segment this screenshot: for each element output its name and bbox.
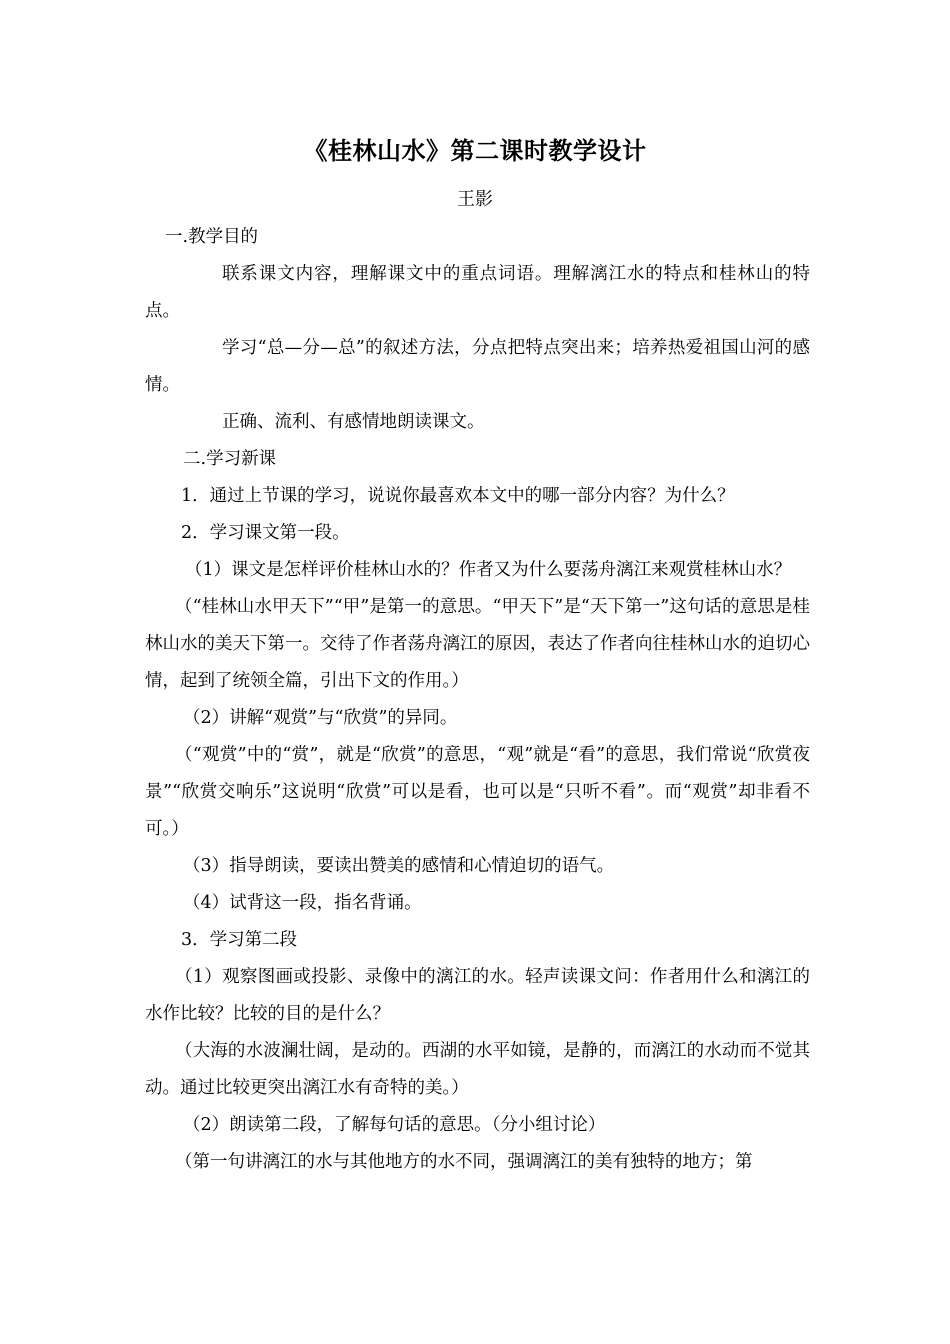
answer-paragraph: （“观赏”中的“赏”，就是“欣赏”的意思，“观”就是“看”的意思，我们常说“欣赏夜景”“欣赏交响乐”这说明“欣赏”可以是看，也可以是“只听不看”。而“观赏”却非看不可。）	[145, 745, 810, 839]
question-paragraph: （3）指导朗读，要读出赞美的感情和心情迫切的语气。	[183, 856, 615, 876]
objective-paragraph: 联系课文内容，理解课文中的重点词语。理解漓江水的特点和桂林山的特点。	[145, 264, 810, 321]
section-heading-objectives: 一.教学目的	[165, 227, 259, 247]
document-author: 王影	[457, 189, 493, 210]
objective-paragraph: 正确、流利、有感情地朗读课文。	[222, 412, 485, 432]
question-paragraph: （4）试背这一段，指名背诵。	[183, 893, 422, 913]
objective-paragraph: 学习“总—分—总”的叙述方法，分点把特点突出来；培养热爱祖国山河的感情。	[145, 338, 810, 395]
question-paragraph: （2）讲解“观赏”与“欣赏”的异同。	[183, 708, 458, 728]
question-paragraph: （1）观察图画或投影、录像中的漓江的水。轻声读课文问：作者用什么和漓江的水作比较？比较的目的是什么？	[145, 967, 810, 1024]
answer-paragraph: （大海的水波澜壮阔，是动的。西湖的水平如镜，是静的，而漓江的水动而不觉其动。通过比较更突出漓江水有奇特的美。）	[145, 1041, 810, 1098]
question-paragraph: （2）朗读第二段，了解每句话的意思。（分小组讨论）	[183, 1115, 606, 1135]
numbered-item: 2．学习课文第一段。	[181, 523, 350, 543]
answer-paragraph: （“桂林山水甲天下”“甲”是第一的意思。“甲天下”是“天下第一”这句话的意思是桂林山水的美天下第一。交待了作者荡舟漓江的原因，表达了作者向往桂林山水的迫切心情，起到了统领全篇，引出下文的作用。）	[145, 597, 810, 691]
document-title: 《桂林山水》第二课时教学设计	[303, 136, 647, 165]
numbered-item: 3．学习第二段	[181, 930, 298, 950]
answer-paragraph: （第一句讲漓江的水与其他地方的水不同，强调漓江的美有独特的地方；第	[175, 1152, 753, 1172]
question-paragraph: （1）课文是怎样评价桂林山水的？作者又为什么要荡舟漓江来观赏桂林山水？	[185, 560, 792, 580]
numbered-item: 1．通过上节课的学习，说说你最喜欢本文中的哪一部分内容？为什么？	[181, 486, 735, 506]
section-heading-new-lesson: 二.学习新课	[183, 449, 277, 469]
document-body	[145, 219, 810, 1181]
